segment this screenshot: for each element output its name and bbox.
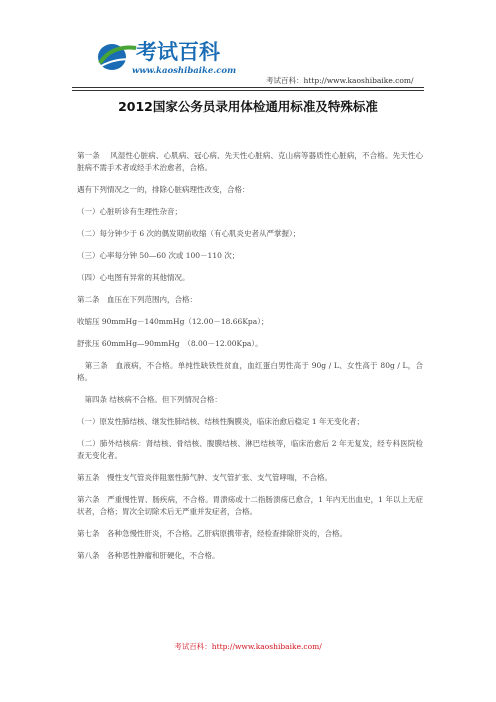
paragraph: 遇有下列情况之一的，排除心脏病理性改变，合格：	[77, 185, 250, 194]
paragraph: 舒张压 60mmHg—90mmHg （8.00－12.00Kpa）。	[77, 339, 263, 348]
paragraph: 第八条 各种恶性肿瘤和肝硬化，不合格。	[77, 551, 220, 560]
paragraph: （二）每分钟少于 6 次的偶发期前收缩（有心肌炎史者从严掌握）；	[77, 229, 301, 238]
site-logo	[92, 30, 252, 86]
paragraph: 第三条 血液病，不合格。单纯性缺铁性贫血，血红蛋白男性高于 90g / L、女性高于 80g / L，合格。	[77, 361, 423, 382]
paragraph: 收缩压 90mmHg－140mmHg（12.00－18.66Kpa）；	[77, 317, 269, 326]
logo-text: 考试百科	[136, 40, 220, 64]
paragraph: 第六条 严重慢性胃、肠疾病，不合格。胃溃疡或十二指肠溃疡已愈合，1 年内无出血史，1 年以上无症状者，合格；胃次全切除术后无严重并发症者，合格。	[77, 495, 423, 516]
paragraph: （三）心率每分钟 50—60 次或 100－110 次；	[77, 251, 240, 260]
header-rule-top	[72, 87, 424, 88]
paragraph: 第一条 风湿性心脏病、心肌病、冠心病、先天性心脏病、克山病等器质性心脏病，不合格。先天性心脏病不需手术者或经手术治愈者，合格。	[77, 151, 423, 172]
document-title: 2012国家公务员录用体检通用标准及特殊标准	[118, 99, 378, 114]
footer-site-link[interactable]: 考试百科：http://www.kaoshibaike.com/	[174, 642, 322, 651]
paragraph: 第二条 血压在下列范围内，合格：	[77, 295, 197, 304]
paragraph: 第七条 各种急慢性肝炎，不合格。乙肝病原携带者，经检查排除肝炎的，合格。	[77, 529, 347, 538]
paragraph: （二）肺外结核病：肾结核、骨结核、腹膜结核、淋巴结核等，临床治愈后 2 年无复发，经专科医院检查无变化者。	[77, 439, 423, 460]
header-site-link[interactable]: 考试百科：http://www.kaoshibaike.com/	[266, 76, 414, 85]
globe-swoosh-icon	[92, 30, 252, 86]
document-body	[77, 150, 423, 572]
header-rule-bottom	[72, 90, 424, 91]
logo-url: www.kaoshibaike.com	[132, 66, 237, 76]
paragraph: （一）原发性肺结核、继发性肺结核、结核性胸膜炎，临床治愈后稳定 1 年无变化者；	[77, 417, 365, 426]
paragraph: 第五条 慢性支气管炎伴阻塞性肺气肿、支气管扩张、支气管哮喘，不合格。	[77, 473, 332, 482]
paragraph: 第四条 结核病不合格。但下列情况合格：	[77, 395, 222, 404]
paragraph: （一）心脏听诊有生理性杂音；	[77, 207, 182, 216]
paragraph: （四）心电图有异常的其他情况。	[77, 273, 190, 282]
